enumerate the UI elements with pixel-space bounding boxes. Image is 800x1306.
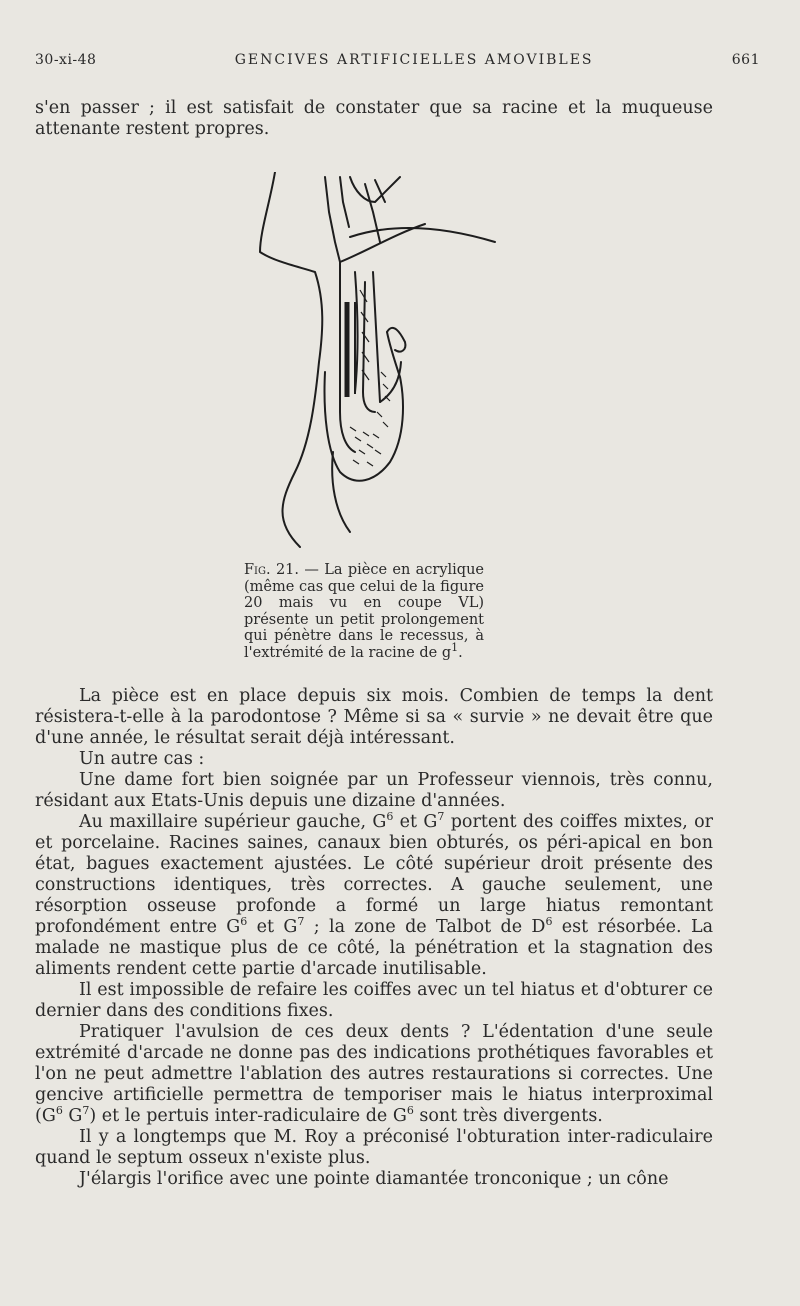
- p6-segment-b: G: [62, 1106, 83, 1126]
- caption-text-part1: — La pièce en acrylique (même cas que celui de la figure 20 mais vu en coupe VL) présente un petit prolongement qui pénètre dans le recessus, à l'extrémité de la racine de g: [244, 562, 484, 661]
- sup-7: 7: [82, 1104, 90, 1118]
- paragraph-5: Il est impossible de refaire les coiffes avec un tel hiatus et d'obturer ce dernier dans des conditions fixes.: [35, 980, 713, 1021]
- p4-segment-b: et G: [393, 812, 438, 832]
- sup-7: 7: [437, 810, 445, 824]
- body-text: [35, 686, 713, 1190]
- paragraph-4: [35, 812, 713, 980]
- p4-segment-d: et G: [247, 917, 298, 937]
- sup-6: 6: [545, 915, 553, 929]
- figure-label: Fig. 21.: [244, 562, 300, 578]
- paragraph-8: J'élargis l'orifice avec une pointe diamantée tronconique ; un cône: [79, 1169, 669, 1189]
- page-number: 661: [731, 52, 760, 68]
- intro-paragraph-block: [35, 98, 713, 140]
- sup-6: 6: [406, 1104, 414, 1118]
- p4-segment-e: ; la zone de Talbot de D: [304, 917, 546, 937]
- sup-7: 7: [297, 915, 305, 929]
- p6-segment-c: ) et le pertuis inter-radiculaire de G: [89, 1106, 407, 1126]
- sup-6: 6: [55, 1104, 63, 1118]
- caption-superscript: 1: [451, 640, 459, 654]
- sup-6: 6: [386, 810, 394, 824]
- paragraph-3: Une dame fort bien soignée par un Professeur viennois, très connu, résidant aux Etats-Unis depuis une dizaine d'années.: [35, 770, 713, 811]
- p6-segment-a: Pratiquer l'avulsion de ces deux dents ? L'édentation d'une seule extrémité d'arcade ne donne pas des indications prothétiques favorables et l'on ne peut admettre l'ablation des autres restaurations si correctes. Une gencive artificielle permettra de temporiser mais le hiatus interproximal (G: [35, 1022, 713, 1126]
- header-date: 30-xi-48: [35, 52, 97, 68]
- paragraph-6: [35, 1022, 713, 1127]
- paragraph-1: La pièce est en place depuis six mois. Combien de temps la dent résistera-t-elle à la parodontose ? Même si sa « survie » ne devait être que d'une année, le résultat serait déjà intéressant.: [35, 686, 713, 748]
- paragraph-7: Il y a longtemps que M. Roy a préconisé l'obturation inter-radiculaire quand le septum osseux n'existe plus.: [35, 1127, 713, 1168]
- dental-cross-section-figure: [255, 172, 505, 550]
- figure-caption: [244, 562, 484, 661]
- p4-segment-f: est résorbée. La malade ne mastique plus de ce côté, la pénétration et la stagnation des aliments rendent cette partie d'arcade inutilisable.: [35, 917, 714, 979]
- paragraph-2: Un autre cas :: [79, 749, 205, 769]
- header-title: GENCIVES ARTIFICIELLES AMOVIBLES: [234, 52, 594, 68]
- intro-paragraph: s'en passer ; il est satisfait de constater que sa racine et la muqueuse attenante restent propres.: [35, 98, 713, 139]
- caption-text-part2: .: [458, 644, 463, 661]
- running-header: [35, 52, 760, 68]
- p4-segment-c: portent des coiffes mixtes, or et porcelaine. Racines saines, canaux bien obturés, os péri-apical en bon état, bagues exactement ajustées. Le côté supérieur droit présente des constructions identiques, très correctes. A gauche seulement, une résorption osseuse profonde a formé un large hiatus remontant profondément entre G: [35, 812, 714, 937]
- p6-segment-d: sont très divergents.: [413, 1106, 603, 1126]
- sup-6: 6: [240, 915, 248, 929]
- p4-segment-a: Au maxillaire supérieur gauche, G: [79, 812, 387, 832]
